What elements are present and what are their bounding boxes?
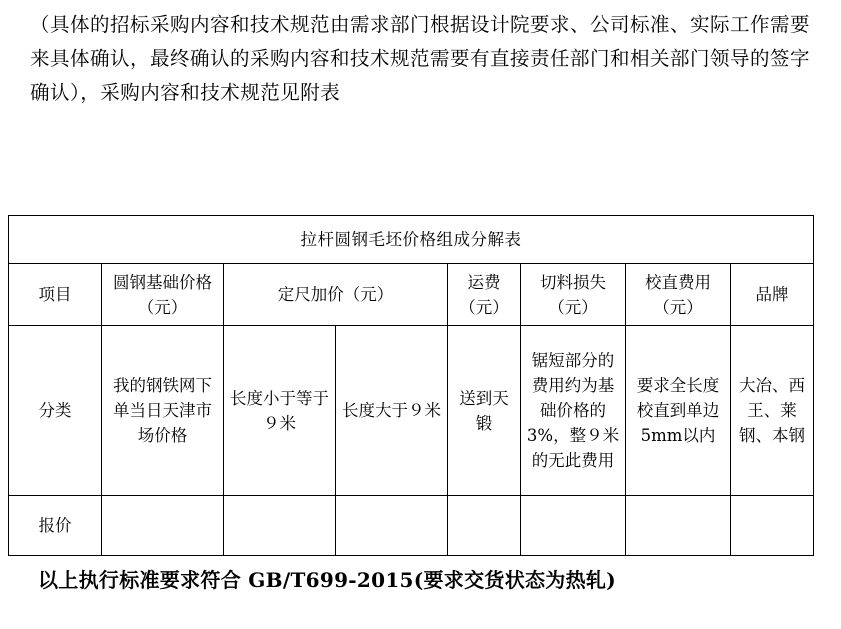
cell-length-gt-9m: 长度大于９米 [336,326,448,496]
header-item: 项目 [9,264,102,326]
cell-quote-straighten-fee[interactable] [626,496,731,556]
cell-item-quote: 报价 [9,496,102,556]
cell-quote-length-le-9m[interactable] [224,496,336,556]
cell-base-price: 我的钢铁网下单当日天津市场价格 [102,326,224,496]
cell-quote-freight[interactable] [448,496,521,556]
cell-item-category: 分类 [9,326,102,496]
cell-straighten-fee: 要求全长度校直到单边5mm以内 [626,326,731,496]
header-base-price: 圆钢基础价格（元） [102,264,224,326]
cell-length-le-9m: 长度小于等于９米 [224,326,336,496]
header-straighten-fee: 校直费用（元） [626,264,731,326]
cell-quote-base-price[interactable] [102,496,224,556]
cell-freight: 送到天锻 [448,326,521,496]
cell-cutting-loss: 锯短部分的费用约为基础价格的3%，整９米的无此费用 [521,326,626,496]
table-header-row [9,264,814,326]
table-title-row [9,216,814,264]
footer-standard-note: 以上执行标准要求符合 GB/T699-2015(要求交货状态为热轧) [38,568,616,592]
table-row [9,496,814,556]
cell-brand: 大冶、西王、莱钢、本钢 [731,326,814,496]
price-composition-table [8,215,814,556]
header-cutting-loss: 切料损失（元） [521,264,626,326]
intro-paragraph-block [30,8,820,110]
table-title: 拉杆圆钢毛坯价格组成分解表 [9,216,814,264]
table-row [9,326,814,496]
price-table-container [8,215,813,556]
header-length-surcharge: 定尺加价（元） [224,264,448,326]
cell-quote-brand[interactable] [731,496,814,556]
cell-quote-length-gt-9m[interactable] [336,496,448,556]
intro-paragraph: （具体的招标采购内容和技术规范由需求部门根据设计院要求、公司标准、实际工作需要来具体确认，最终确认的采购内容和技术规范需要有直接责任部门和相关部门领导的签字确认），采购内容和技术规范见附表 [30,13,811,104]
cell-quote-cutting-loss[interactable] [521,496,626,556]
header-freight: 运费（元） [448,264,521,326]
header-brand: 品牌 [731,264,814,326]
